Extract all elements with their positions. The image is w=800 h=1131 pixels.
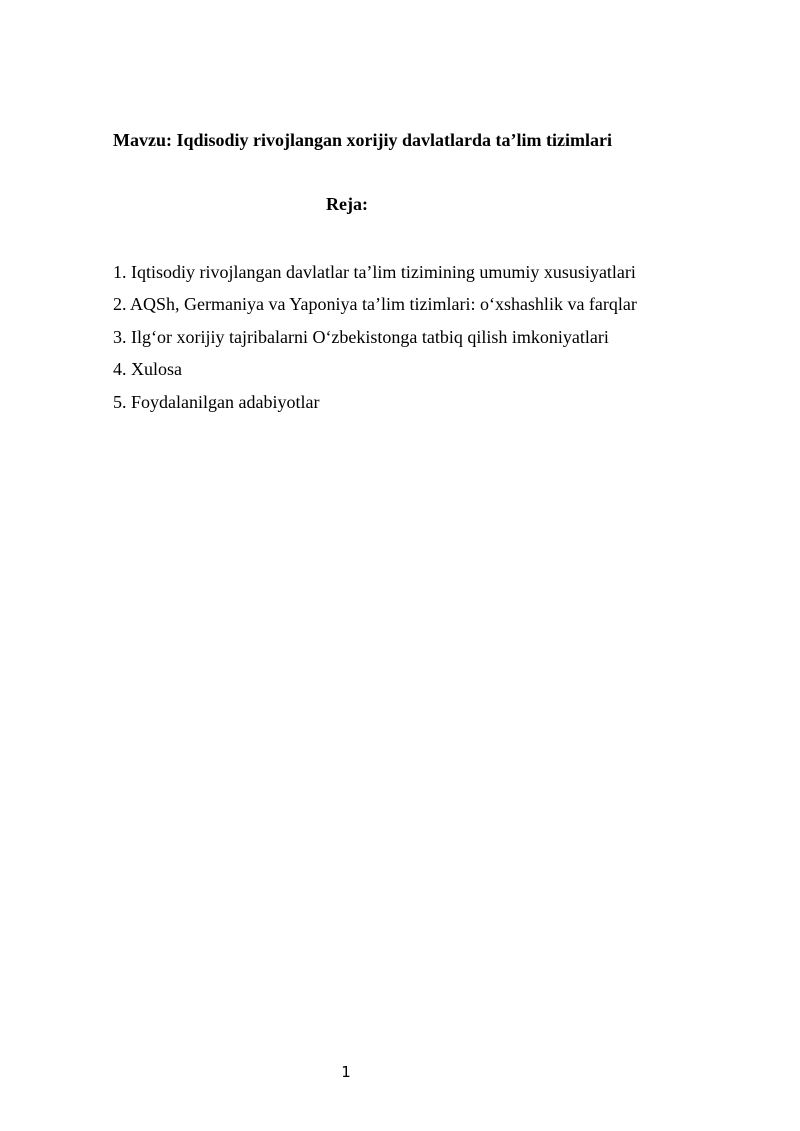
plan-item: 3. Ilg‘or xorijiy tajribalarni O‘zbekistonga tatbiq qilish imkoniyatlari (113, 326, 609, 347)
plan-item: 5. Foydalanilgan adabiyotlar (113, 391, 320, 412)
plan-list (113, 256, 637, 418)
document-title: Mavzu: Iqdisodiy rivojlangan xorijiy davlatlarda ta’lim tizimlari (113, 130, 612, 150)
plan-item: 4. Xulosa (113, 359, 182, 380)
plan-heading: Reja: (326, 194, 368, 214)
page-number: 1 (341, 1063, 351, 1081)
plan-item: 1. Iqtisodiy rivojlangan davlatlar ta’lim tizimining umumiy xususiyatlari (113, 262, 636, 282)
plan-item: 2. AQSh, Germaniya va Yaponiya ta’lim tizimlari: o‘xshashlik va farqlar (113, 294, 637, 315)
